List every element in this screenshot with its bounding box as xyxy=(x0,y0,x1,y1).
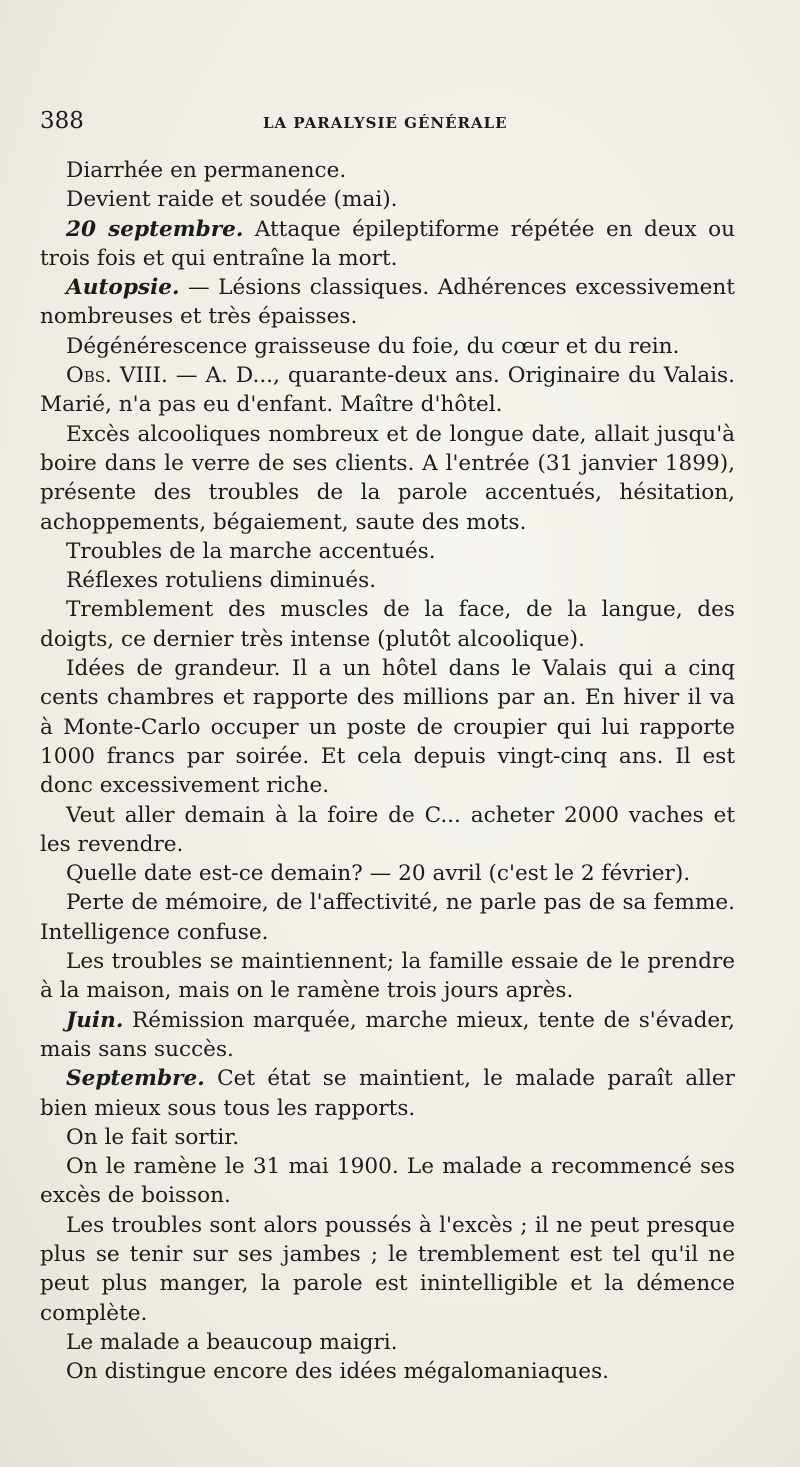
paragraph-text: Les troubles sont alors poussés à l'excès ; il ne peut presque plus se tenir sur ses jambes ; le tremblement est tel qu'il ne peut plus manger, la parole est inintelligible et la démence complète. xyxy=(40,1212,735,1326)
paragraph xyxy=(40,215,735,274)
paragraph-text: Tremblement des muscles de la face, de la langue, des doigts, ce dernier très intense (plutôt alcoolique). xyxy=(40,597,735,652)
running-head: LA PARALYSIE GÉNÉRALE xyxy=(263,114,508,132)
paragraph xyxy=(40,420,735,537)
paragraph xyxy=(40,801,735,860)
paragraph xyxy=(40,1123,735,1152)
paragraph-text: Le malade a beaucoup maigri. xyxy=(66,1329,398,1355)
paragraph xyxy=(40,185,735,214)
paragraph-text: Attaque épileptiforme répétée en deux ou trois fois et qui entraîne la mort. xyxy=(40,216,735,271)
observation-label: Obs. VIII. xyxy=(66,363,168,389)
paragraph xyxy=(40,654,735,800)
body-text xyxy=(40,156,735,1386)
paragraph xyxy=(40,595,735,654)
page-number: 388 xyxy=(40,108,84,134)
paragraph xyxy=(40,273,735,332)
page-header xyxy=(40,108,735,156)
paragraph-text: On distingue encore des idées mégalomaniaques. xyxy=(66,1359,610,1385)
paragraph xyxy=(40,156,735,185)
paragraph xyxy=(40,1152,735,1211)
document-page xyxy=(40,108,735,1386)
paragraph-text: Troubles de la marche accentués. xyxy=(66,538,436,564)
paragraph-text: Devient raide et soudée (mai). xyxy=(66,187,398,213)
paragraph-lead: Juin. xyxy=(66,1007,124,1033)
paragraph xyxy=(40,1064,735,1123)
paragraph xyxy=(40,947,735,1006)
paragraph xyxy=(40,332,735,361)
paragraph xyxy=(40,1006,735,1065)
paragraph-text: Rémission marquée, marche mieux, tente de s'évader, mais sans succès. xyxy=(40,1007,735,1062)
paragraph-text: Quelle date est-ce demain? — 20 avril (c'est le 2 février). xyxy=(66,861,691,887)
paragraph xyxy=(40,361,735,420)
paragraph-text: Les troubles se maintiennent; la famille essaie de le prendre à la maison, mais on le ramène trois jours après. xyxy=(40,949,735,1004)
paragraph-text: Perte de mémoire, de l'affectivité, ne parle pas de sa femme. Intelligence confuse. xyxy=(40,890,735,945)
paragraph-lead: 20 septembre. xyxy=(66,216,244,242)
paragraph-text: Veut aller demain à la foire de C... acheter 2000 vaches et les revendre. xyxy=(40,802,735,857)
paragraph xyxy=(40,859,735,888)
paragraph-text: Dégénérescence graisseuse du foie, du cœur et du rein. xyxy=(66,333,680,359)
paragraph xyxy=(40,566,735,595)
paragraph xyxy=(40,888,735,947)
paragraph-lead: Autopsie. xyxy=(66,275,180,301)
paragraph xyxy=(40,1211,735,1328)
paragraph-text: Cet état se maintient, le malade paraît aller bien mieux sous tous les rapports. xyxy=(40,1066,735,1121)
paragraph-text: Idées de grandeur. Il a un hôtel dans le Valais qui a cinq cents chambres et rapporte des millions par an. En hiver il va à Monte-Carlo occuper un poste de croupier qui lui rapporte 1000 francs par soirée. Et cela depuis vingt-cinq ans. Il est donc excessivement riche. xyxy=(40,656,735,799)
paragraph-text: On le fait sortir. xyxy=(66,1124,240,1150)
paragraph-text: — Lésions classiques. Adhérences excessivement nombreuses et très épaisses. xyxy=(40,275,735,330)
paragraph-text: Excès alcooliques nombreux et de longue date, allait jusqu'à boire dans le verre de ses clients. A l'entrée (31 janvier 1899), présente des troubles de la parole accentués, hésitation, achoppements, bégaiement, saute des mots. xyxy=(40,421,735,535)
paragraph xyxy=(40,1357,735,1386)
paragraph xyxy=(40,1328,735,1357)
paragraph-lead: Septembre. xyxy=(66,1066,205,1092)
paragraph-text: Diarrhée en permanence. xyxy=(66,158,347,183)
paragraph-text: On le ramène le 31 mai 1900. Le malade a recommencé ses excès de boisson. xyxy=(40,1154,735,1209)
paragraph-text: Réflexes rotuliens diminués. xyxy=(66,568,377,594)
paragraph-text: — A. D..., quarante-deux ans. Originaire du Valais. Marié, n'a pas eu d'enfant. Maître d'hôtel. xyxy=(40,363,736,418)
paragraph xyxy=(40,537,735,566)
